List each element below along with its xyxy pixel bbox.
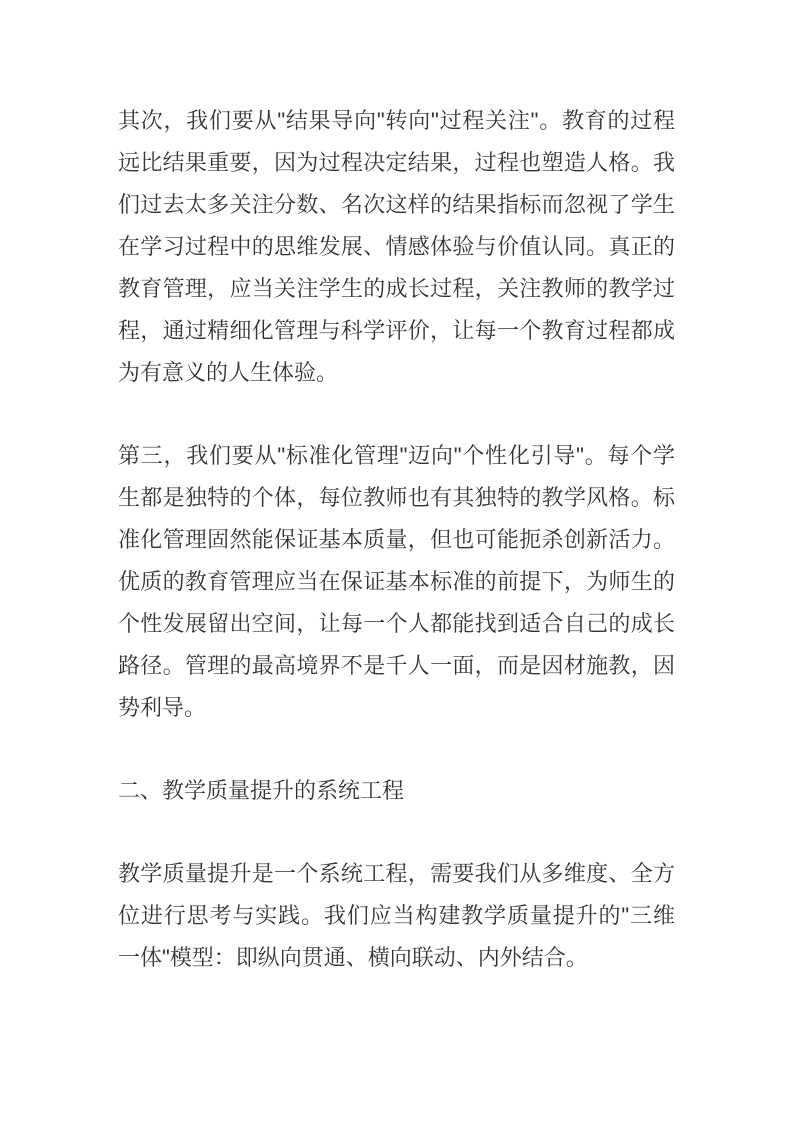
paragraph-personalized-guidance: 第三，我们要从"标准化管理"迈向"个性化引导"。每个学生都是独特的个体，每位教师也有其独特的教学风格。标准化管理固然能保证基本质量，但也可能扼杀创新活力。优质的教育管理应当在保证基本标准的前提下，为师生的个性发展留出空间，让每一个人都能找到适合自己的成长路径。管理的最高境界不是千人一面，而是因材施教，因势利导。 [118, 443, 675, 720]
document-body [118, 100, 675, 979]
section-heading-teaching-quality: 二、教学质量提升的系统工程 [118, 778, 405, 803]
paragraph-process-focus: 其次，我们要从"结果导向"转向"过程关注"。教育的过程远比结果重要，因为过程决定结果，过程也塑造人格。我们过去太多关注分数、名次这样的结果指标而忽视了学生在学习过程中的思维发展、情感体验与价值认同。真正的教育管理，应当关注学生的成长过程，关注教师的教学过程，通过精细化管理与科学评价，让每一个教育过程都成为有意义的人生体验。 [118, 108, 675, 385]
paragraph-three-dimensional-model: 教学质量提升是一个系统工程，需要我们从多维度、全方位进行思考与实践。我们应当构建教学质量提升的"三维一体"模型：即纵向贯通、横向联动、内外结合。 [118, 861, 675, 970]
